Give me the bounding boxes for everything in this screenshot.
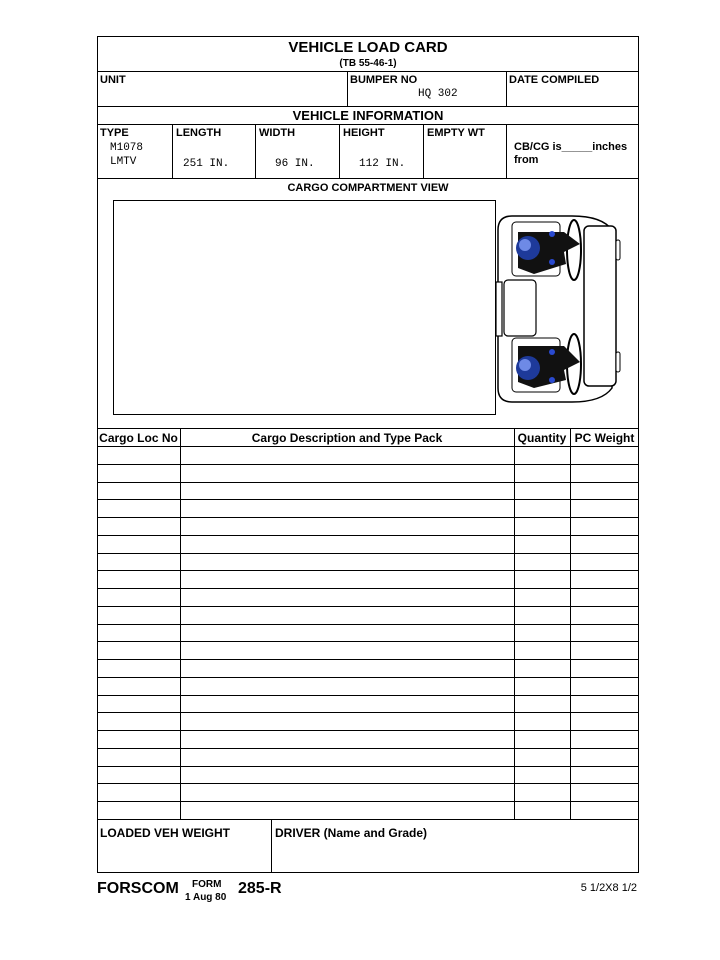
quantity-cell[interactable] — [515, 642, 569, 659]
pc-weight-cell[interactable] — [571, 784, 638, 801]
cargo-description-cell[interactable] — [181, 500, 513, 517]
cargo-loc-no-cell[interactable] — [98, 713, 179, 730]
cargo-table-header — [97, 430, 639, 446]
quantity-cell[interactable] — [515, 589, 569, 606]
quantity-cell[interactable] — [515, 696, 569, 713]
divider — [97, 71, 639, 72]
quantity-cell[interactable] — [515, 483, 569, 500]
quantity-cell[interactable] — [515, 802, 569, 819]
table-row — [97, 500, 639, 517]
type-label: TYPE — [100, 127, 129, 139]
quantity-cell[interactable] — [515, 767, 569, 784]
pc-weight-cell[interactable] — [571, 518, 638, 535]
pc-weight-cell[interactable] — [571, 607, 638, 624]
unit-field[interactable] — [99, 87, 345, 105]
cargo-description-cell[interactable] — [181, 802, 513, 819]
form-size: 5 1/2X8 1/2 — [580, 882, 637, 894]
cargo-description-cell[interactable] — [181, 536, 513, 553]
pc-weight-cell[interactable] — [571, 625, 638, 642]
form-subtitle: (TB 55-46-1) — [339, 58, 397, 69]
pc-weight-cell[interactable] — [571, 713, 638, 730]
divider — [97, 178, 639, 179]
divider — [255, 124, 256, 178]
form-title: VEHICLE LOAD CARD — [288, 39, 448, 56]
column-cargo-loc-no-header: Cargo Loc No — [99, 431, 178, 445]
divider — [97, 124, 639, 125]
cargo-description-cell[interactable] — [181, 607, 513, 624]
table-row — [97, 696, 639, 713]
length-value[interactable]: 251 IN. — [183, 158, 230, 170]
cargo-loc-no-cell[interactable] — [98, 518, 179, 535]
quantity-cell[interactable] — [515, 447, 569, 464]
quantity-cell[interactable] — [515, 713, 569, 730]
cargo-description-cell[interactable] — [181, 678, 513, 695]
truck-cab-illustration — [494, 212, 626, 404]
cargo-loc-no-cell[interactable] — [98, 696, 179, 713]
table-row — [97, 518, 639, 535]
cargo-loc-no-cell[interactable] — [98, 749, 179, 766]
form-number: 285-R — [238, 880, 282, 897]
cargo-loc-no-cell[interactable] — [98, 483, 179, 500]
cargo-loc-no-cell[interactable] — [98, 731, 179, 748]
vehicle-info-heading: VEHICLE INFORMATION — [292, 108, 444, 123]
cargo-loc-no-cell[interactable] — [98, 500, 179, 517]
pc-weight-cell[interactable] — [571, 642, 638, 659]
cargo-loc-no-cell[interactable] — [98, 571, 179, 588]
cargo-loc-no-cell[interactable] — [98, 642, 179, 659]
column-cargo-description-header: Cargo Description and Type Pack — [251, 431, 443, 445]
unit-label: UNIT — [100, 74, 126, 86]
cargo-loc-no-cell[interactable] — [98, 607, 179, 624]
table-row — [97, 483, 639, 500]
table-row — [97, 607, 639, 624]
cargo-description-cell[interactable] — [181, 465, 513, 482]
date-compiled-label: DATE COMPILED — [509, 74, 600, 86]
table-row — [97, 731, 639, 748]
cargo-loc-no-cell[interactable] — [98, 589, 179, 606]
pc-weight-cell[interactable] — [571, 465, 638, 482]
pc-weight-cell[interactable] — [571, 749, 638, 766]
quantity-cell[interactable] — [515, 571, 569, 588]
pc-weight-cell[interactable] — [571, 571, 638, 588]
cargo-loc-no-cell[interactable] — [98, 678, 179, 695]
table-row — [97, 447, 639, 464]
type-value-model[interactable]: M1078 — [110, 142, 144, 154]
cargo-description-cell[interactable] — [181, 554, 513, 571]
divider — [271, 820, 272, 873]
pc-weight-cell[interactable] — [571, 589, 638, 606]
divider — [97, 819, 639, 820]
pc-weight-cell[interactable] — [571, 696, 638, 713]
table-row — [97, 465, 639, 482]
pc-weight-cell[interactable] — [571, 500, 638, 517]
divider — [506, 71, 507, 106]
table-row — [97, 767, 639, 784]
quantity-cell[interactable] — [515, 784, 569, 801]
cargo-loc-no-cell[interactable] — [98, 536, 179, 553]
form-word: FORM — [192, 879, 222, 890]
cargo-description-cell[interactable] — [181, 642, 513, 659]
cargo-loc-no-cell[interactable] — [98, 625, 179, 642]
bumper-no-field[interactable]: HQ 302 — [418, 88, 458, 100]
divider — [339, 124, 340, 178]
table-row — [97, 660, 639, 677]
table-row — [97, 642, 639, 659]
table-row — [97, 571, 639, 588]
divider — [506, 124, 507, 178]
quantity-cell[interactable] — [515, 625, 569, 642]
cargo-description-cell[interactable] — [181, 589, 513, 606]
quantity-cell[interactable] — [515, 607, 569, 624]
cbcg-label: CB/CG is_____inches from — [514, 141, 628, 166]
quantity-cell[interactable] — [515, 465, 569, 482]
agency-name: FORSCOM — [97, 880, 179, 897]
cargo-view-heading: CARGO COMPARTMENT VIEW — [287, 182, 449, 194]
date-compiled-field[interactable] — [508, 87, 637, 105]
pc-weight-cell[interactable] — [571, 483, 638, 500]
loaded-weight-field[interactable] — [99, 842, 269, 870]
cargo-description-cell[interactable] — [181, 696, 513, 713]
cargo-loc-no-cell[interactable] — [98, 802, 179, 819]
table-row — [97, 589, 639, 606]
bumper-no-label: BUMPER NO — [350, 74, 418, 86]
pc-weight-cell[interactable] — [571, 660, 638, 677]
pc-weight-cell[interactable] — [571, 731, 638, 748]
quantity-cell[interactable] — [515, 678, 569, 695]
cargo-loc-no-cell[interactable] — [98, 660, 179, 677]
cargo-description-cell[interactable] — [181, 660, 513, 677]
empty-weight-label: EMPTY WT — [427, 127, 485, 139]
pc-weight-cell[interactable] — [571, 767, 638, 784]
pc-weight-cell[interactable] — [571, 554, 638, 571]
column-pc-weight-header: PC Weight — [574, 431, 635, 445]
table-row — [97, 536, 639, 553]
table-row — [97, 625, 639, 642]
cargo-loc-no-cell[interactable] — [98, 554, 179, 571]
column-quantity-header: Quantity — [517, 431, 567, 445]
pc-weight-cell[interactable] — [571, 447, 638, 464]
width-value[interactable]: 96 IN. — [275, 158, 315, 170]
loaded-weight-label: LOADED VEH WEIGHT — [100, 826, 231, 840]
height-label: HEIGHT — [343, 127, 385, 139]
pc-weight-cell[interactable] — [571, 678, 638, 695]
type-value-class[interactable]: LMTV — [110, 156, 137, 168]
width-label: WIDTH — [259, 127, 296, 139]
cargo-description-cell[interactable] — [181, 713, 513, 730]
quantity-cell[interactable] — [515, 749, 569, 766]
table-row — [97, 713, 639, 730]
cargo-description-cell[interactable] — [181, 483, 513, 500]
quantity-cell[interactable] — [515, 660, 569, 677]
cargo-description-cell[interactable] — [181, 625, 513, 642]
form-date: 1 Aug 80 — [185, 892, 227, 903]
table-row — [97, 802, 639, 819]
quantity-cell[interactable] — [515, 536, 569, 553]
driver-field[interactable] — [274, 842, 636, 870]
cargo-loc-no-cell[interactable] — [98, 784, 179, 801]
table-row — [97, 784, 639, 801]
cargo-loc-no-cell[interactable] — [98, 767, 179, 784]
quantity-cell[interactable] — [515, 731, 569, 748]
length-label: LENGTH — [176, 127, 222, 139]
divider — [172, 124, 173, 178]
empty-weight-field[interactable] — [425, 142, 504, 176]
cargo-description-cell[interactable] — [181, 749, 513, 766]
cargo-description-cell[interactable] — [181, 767, 513, 784]
table-row — [97, 554, 639, 571]
divider — [347, 71, 348, 106]
table-row — [97, 749, 639, 766]
table-row — [97, 678, 639, 695]
pc-weight-cell[interactable] — [571, 802, 638, 819]
divider — [97, 106, 639, 107]
quantity-cell[interactable] — [515, 518, 569, 535]
height-value[interactable]: 112 IN. — [359, 158, 406, 170]
divider — [423, 124, 424, 178]
pc-weight-cell[interactable] — [571, 536, 638, 553]
cargo-loc-no-cell[interactable] — [98, 447, 179, 464]
quantity-cell[interactable] — [515, 554, 569, 571]
cargo-description-cell[interactable] — [181, 518, 513, 535]
cargo-description-cell[interactable] — [181, 731, 513, 748]
cargo-loc-no-cell[interactable] — [98, 465, 179, 482]
cargo-description-cell[interactable] — [181, 784, 513, 801]
cargo-description-cell[interactable] — [181, 571, 513, 588]
divider — [97, 428, 639, 429]
quantity-cell[interactable] — [515, 500, 569, 517]
driver-label: DRIVER (Name and Grade) — [275, 826, 428, 840]
cargo-description-cell[interactable] — [181, 447, 513, 464]
cargo-compartment-area[interactable] — [113, 200, 496, 415]
